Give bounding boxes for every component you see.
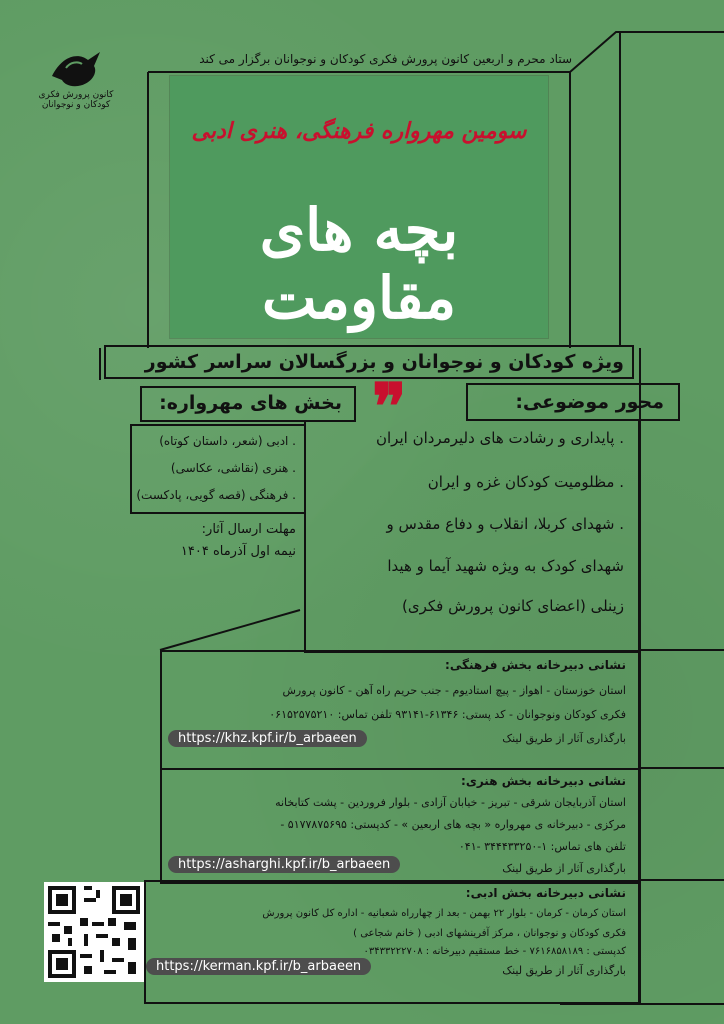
topic-item: شهدای کودک به ویژه شهید آیما و هیدا bbox=[387, 557, 624, 575]
qr-code[interactable] bbox=[44, 882, 144, 982]
office-line: تلفن های تماس: ۱-۳۴۴۴۳۳۲۵۰ -۰۴۱ bbox=[458, 840, 626, 853]
office-box-cultural bbox=[160, 650, 640, 770]
office-link-literary[interactable]: https://kerman.kpf.ir/b_arbaeen bbox=[146, 958, 371, 975]
office-line: استان آذربایجان شرقی - تبریز - خیابان آزادی - بلوار فروردین - پشت کتابخانه bbox=[275, 796, 626, 809]
topics-heading-box bbox=[466, 383, 680, 421]
deadline-label: مهلت ارسال آثار: bbox=[201, 522, 296, 537]
office-line: استان کرمان - کرمان - بلوار ۲۲ بهمن - بعد از چهارراه شعبانیه - اداره کل کانون پرورش bbox=[262, 908, 626, 919]
topics-box bbox=[304, 421, 640, 653]
office-line: کدپستی : ۷۶۱۶۸۵۸۱۸۹ - خط مستقیم دبیرخانه : ۰۳۴۳۳۲۲۲۷۰۸ bbox=[363, 946, 626, 957]
section-item: . فرهنگی (قصه گویی، پادکست) bbox=[136, 488, 296, 502]
deadline-value: نیمه اول آذرماه ۱۴۰۴ bbox=[180, 544, 296, 559]
office-heading: نشانی دبیرخانه بخش ادبی: bbox=[465, 886, 626, 900]
topic-item: . مظلومیت کودکان غزه و ایران bbox=[427, 473, 624, 491]
festival-subtitle: سومین مهرواره فرهنگی، هنری ادبی bbox=[191, 118, 527, 144]
office-heading: نشانی دبیرخانه بخش هنری: bbox=[461, 774, 626, 788]
office-link-cultural[interactable]: https://khz.kpf.ir/b_arbaeen bbox=[168, 730, 367, 747]
topic-item: زینلی (اعضای کانون پرورش فکری) bbox=[402, 597, 624, 615]
festival-title: بچه های مقاومت bbox=[259, 196, 459, 332]
office-line: بارگذاری آثار از طریق لینک bbox=[502, 862, 626, 875]
sections-heading: بخش های مهرواره: bbox=[159, 392, 342, 414]
sections-box bbox=[130, 424, 306, 514]
office-line: بارگذاری آثار از طریق لینک bbox=[502, 732, 626, 745]
presenter-text: ستاد محرم و اربعین کانون پرورش فکری کودکان و نوجوانان برگزار می کند bbox=[199, 52, 572, 66]
bird-logo-icon bbox=[48, 46, 104, 90]
audience-text: ویژه کودکان و نوجوانان و بزرگسالان سراسر کشور bbox=[144, 351, 624, 373]
org-logo bbox=[36, 46, 116, 110]
qr-code-icon bbox=[44, 882, 144, 982]
topic-item: . شهدای کربلا، انقلاب و دفاع مقدس و bbox=[386, 515, 624, 533]
office-link-art[interactable]: https://asharghi.kpf.ir/b_arbaeen bbox=[168, 856, 400, 873]
logo-text-2: کودکان و نوجوانان bbox=[41, 100, 111, 110]
quote-mark-icon: ❞ bbox=[372, 370, 407, 445]
office-line: مرکزی - دبیرخانه ی مهرواره « بچه های اربعین » - کدپستی: ۵۱۷۷۸۷۵۶۹۵ - bbox=[280, 818, 626, 831]
office-line: فکری کودکان و نوجوانان ، مرکز آفرینشهای ادبی ( خانم شجاعی ) bbox=[353, 928, 626, 939]
topics-heading: محور موضوعی: bbox=[515, 391, 664, 413]
section-item: . ادبی (شعر، داستان کوتاه) bbox=[159, 434, 296, 448]
office-line: استان خوزستان - اهواز - پیچ استادیوم - جنب حریم راه آهن - کانون پرورش bbox=[282, 684, 626, 697]
office-line: فکری کودکان ونوجوانان - کد پستی: ۶۱۳۴۶-۹۳۱۴۱ تلفن تماس: ۰۶۱۵۲۵۷۵۲۱۰ bbox=[269, 708, 626, 721]
logo-text-1: کانون پرورش فکری bbox=[38, 90, 114, 100]
office-box-literary bbox=[144, 880, 640, 1004]
sections-heading-box bbox=[140, 386, 356, 422]
section-item: . هنری (نقاشی، عکاسی) bbox=[170, 461, 296, 475]
topic-item: . پایداری و رشادت های دلیرمردان ایران bbox=[376, 429, 624, 447]
audience-banner bbox=[104, 345, 634, 379]
office-line: بارگذاری آثار از طریق لینک bbox=[502, 964, 626, 977]
hero-box bbox=[170, 76, 548, 338]
office-heading: نشانی دبیرخانه بخش فرهنگی: bbox=[445, 658, 626, 672]
